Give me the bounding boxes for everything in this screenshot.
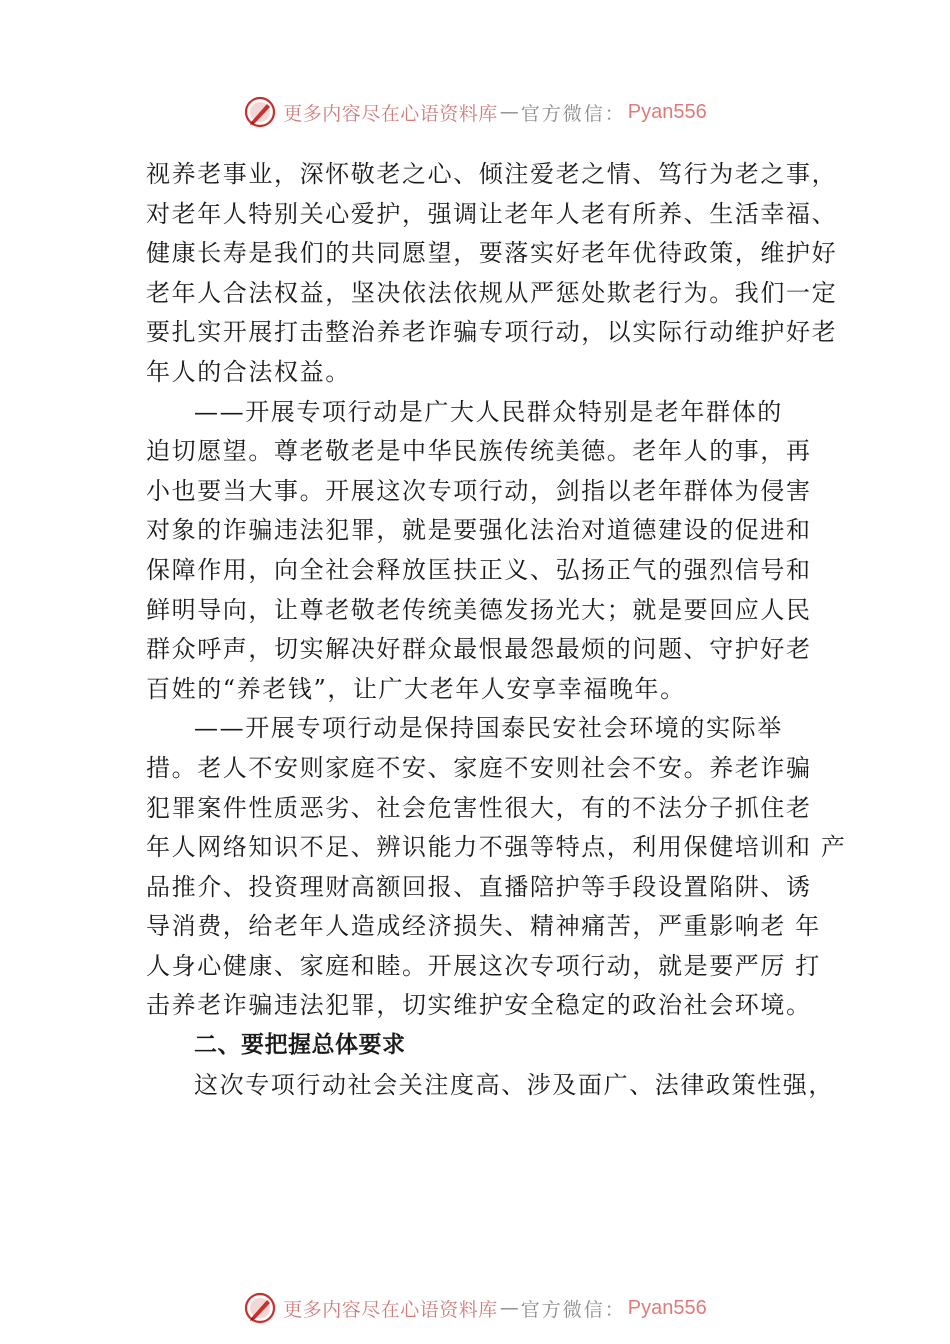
text-line: 年人的合法权益。 — [146, 357, 351, 386]
text-line: 年人网络知识不足、辨识能力不强等特点，利用保健培训和 产 — [146, 833, 847, 862]
banner-contact-id: Pyan556 — [627, 100, 707, 123]
banner-contact-label: 官方微信： — [520, 1298, 626, 1321]
banner-separator: — — [499, 101, 519, 123]
text-line: 击养老诈骗违法犯罪，切实维护安全稳定的政治社会环境。 — [146, 991, 812, 1020]
text-line: 鲜明导向，让尊老敬老传统美德发扬光大；就是要回应人民 — [146, 595, 812, 624]
text-line: 对象的诈骗违法犯罪，就是要强化法治对道德建设的促进和 — [146, 516, 812, 545]
text-line: 群众呼声，切实解决好群众最恨最怨最烦的问题、守护好老 — [146, 635, 812, 664]
text-line: 对老年人特别关心爱护，强调让老年人老有所养、生活幸福、 — [146, 199, 838, 228]
text-line: ——开展专项行动是广大人民群众特别是老年群体的 — [194, 397, 783, 426]
text-line: 视养老事业，深怀敬老之心、倾注爱老之情、笃行为老之事， — [146, 160, 838, 188]
text-line: 人身心健康、家庭和睦。开展这次专项行动，就是要严厉 打 — [146, 951, 821, 980]
banner-slogan: 更多内容尽在心语资料库 — [283, 102, 498, 125]
pen-nib-logo-icon — [243, 95, 277, 129]
text-line: 要扎实开展打击整治养老诈骗专项行动，以实际行动维护好老 — [146, 318, 838, 347]
banner-slogan: 更多内容尽在心语资料库 — [283, 1298, 498, 1321]
text-line: 导消费，给老年人造成经济损失、精神痛苦，严重影响老 年 — [146, 912, 821, 941]
header-banner — [0, 92, 950, 132]
text-line: 措。老人不安则家庭不安、家庭不安则社会不安。养老诈骗 — [146, 753, 812, 782]
text-line: 健康长寿是我们的共同愿望，要落实好老年优待政策，维护好 — [146, 239, 838, 268]
text-line: 品推介、投资理财高额回报、直播陪护等手段设置陷阱、诱 — [146, 872, 812, 901]
text-line: 老年人合法权益，坚决依法依规从严惩处欺老行为。我们一定 — [146, 278, 838, 307]
text-line: 迫切愿望。尊老敬老是中华民族传统美德。老年人的事，再 — [146, 437, 812, 466]
text-line: 百姓的“养老钱”，让广大老年人安享幸福晚年。 — [146, 674, 686, 703]
banner-separator: — — [499, 1297, 519, 1319]
text-line: 小也要当大事。开展这次专项行动，剑指以老年群体为侵害 — [146, 476, 812, 505]
banner-contact-id: Pyan556 — [627, 1296, 707, 1319]
banner-contact-label: 官方微信： — [520, 102, 626, 125]
text-line: 这次专项行动社会关注度高、涉及面广、法律政策性强， — [194, 1070, 834, 1099]
section-heading: 二、要把握总体要求 — [194, 1032, 406, 1059]
text-line: 犯罪案件性质恶劣、社会危害性很大，有的不法分子抓住老 — [146, 793, 812, 822]
text-line: ——开展专项行动是保持国泰民安社会环境的实际举 — [194, 714, 783, 743]
footer-banner — [0, 1288, 950, 1328]
document-body — [146, 155, 847, 1105]
text-line: 保障作用，向全社会释放匡扶正义、弘扬正气的强烈信号和 — [146, 555, 812, 584]
pen-nib-logo-icon — [243, 1291, 277, 1325]
